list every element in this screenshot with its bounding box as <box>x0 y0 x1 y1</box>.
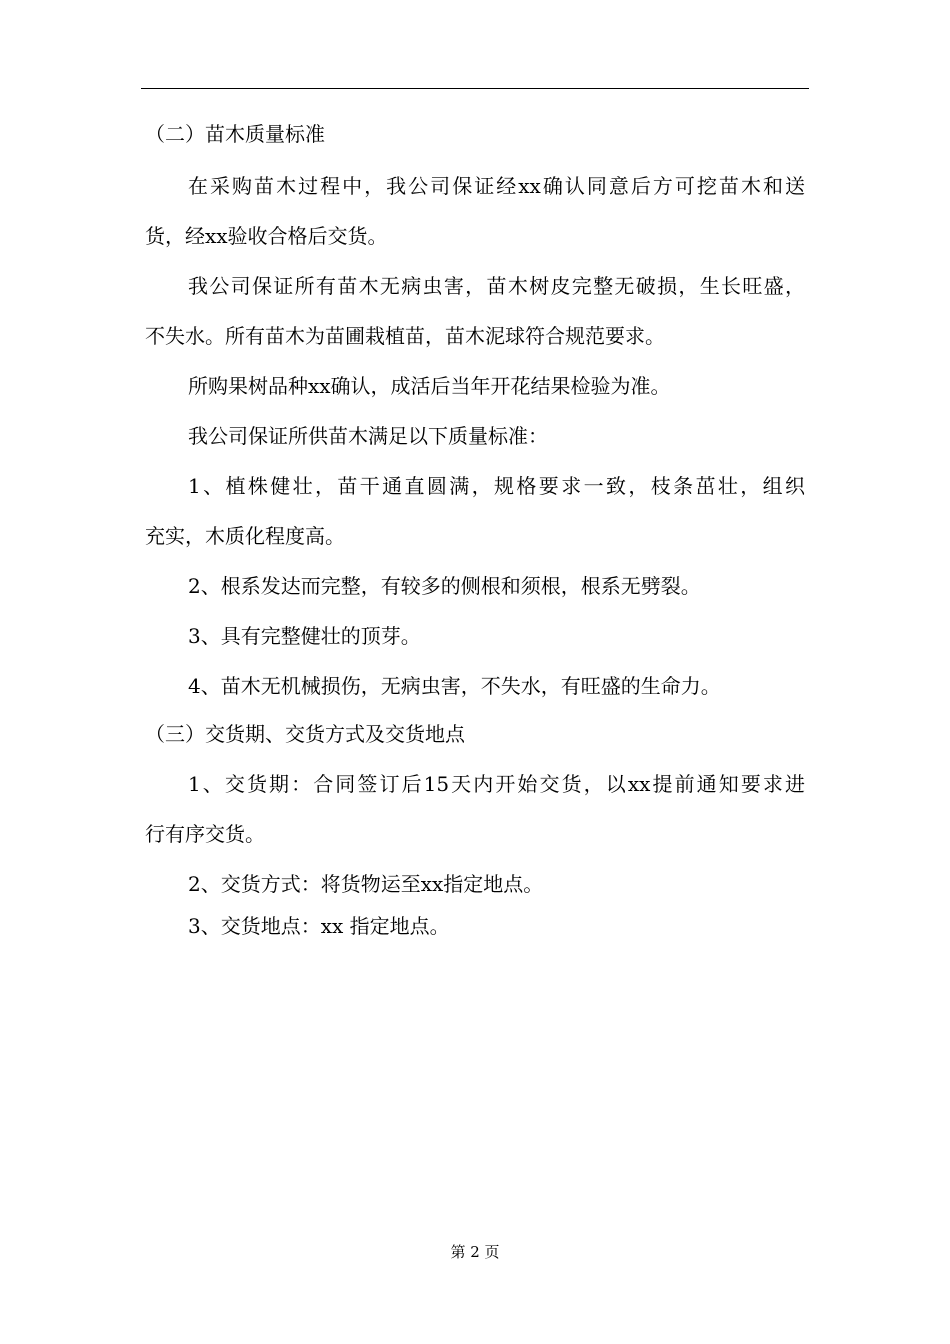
delivery-item-3: 3、交货地点：xx 指定地点。 <box>188 914 450 938</box>
delivery-item-1-line-2: 行有序交货。 <box>145 822 265 846</box>
delivery-item-2: 2、交货方式：将货物运至xx指定地点。 <box>188 872 544 896</box>
standard-item-3: 3、具有完整健壮的顶芽。 <box>188 624 421 648</box>
standard-item-2: 2、根系发达而完整，有较多的侧根和须根，根系无劈裂。 <box>188 574 701 598</box>
paragraph-2-line-1: 我公司保证所有苗木无病虫害，苗木树皮完整无破损，生长旺盛， <box>188 274 805 298</box>
paragraph-1-line-1: 在采购苗木过程中，我公司保证经xx确认同意后方可挖苗木和送 <box>188 174 805 198</box>
paragraph-3: 所购果树品种xx确认，成活后当年开花结果检验为准。 <box>188 374 671 398</box>
paragraph-4: 我公司保证所供苗木满足以下质量标准： <box>188 424 548 448</box>
paragraph-2-line-2: 不失水。所有苗木为苗圃栽植苗，苗木泥球符合规范要求。 <box>145 324 665 348</box>
delivery-item-1-line-1: 1、交货期：合同签订后15天内开始交货，以xx提前通知要求进 <box>188 772 805 796</box>
header-rule <box>141 88 809 89</box>
paragraph-1-line-2: 货，经xx验收合格后交货。 <box>145 224 388 248</box>
standard-item-1-line-2: 充实，木质化程度高。 <box>145 524 345 548</box>
standard-item-4: 4、苗木无机械损伤，无病虫害，不失水，有旺盛的生命力。 <box>188 674 721 698</box>
page-number: 第 2 页 <box>450 1243 500 1261</box>
standard-item-1-line-1: 1、植株健壮，苗干通直圆满，规格要求一致，枝条茁壮，组织 <box>188 474 805 498</box>
section-three-heading: （三）交货期、交货方式及交货地点 <box>145 722 465 746</box>
section-two-heading: （二）苗木质量标准 <box>145 122 325 146</box>
